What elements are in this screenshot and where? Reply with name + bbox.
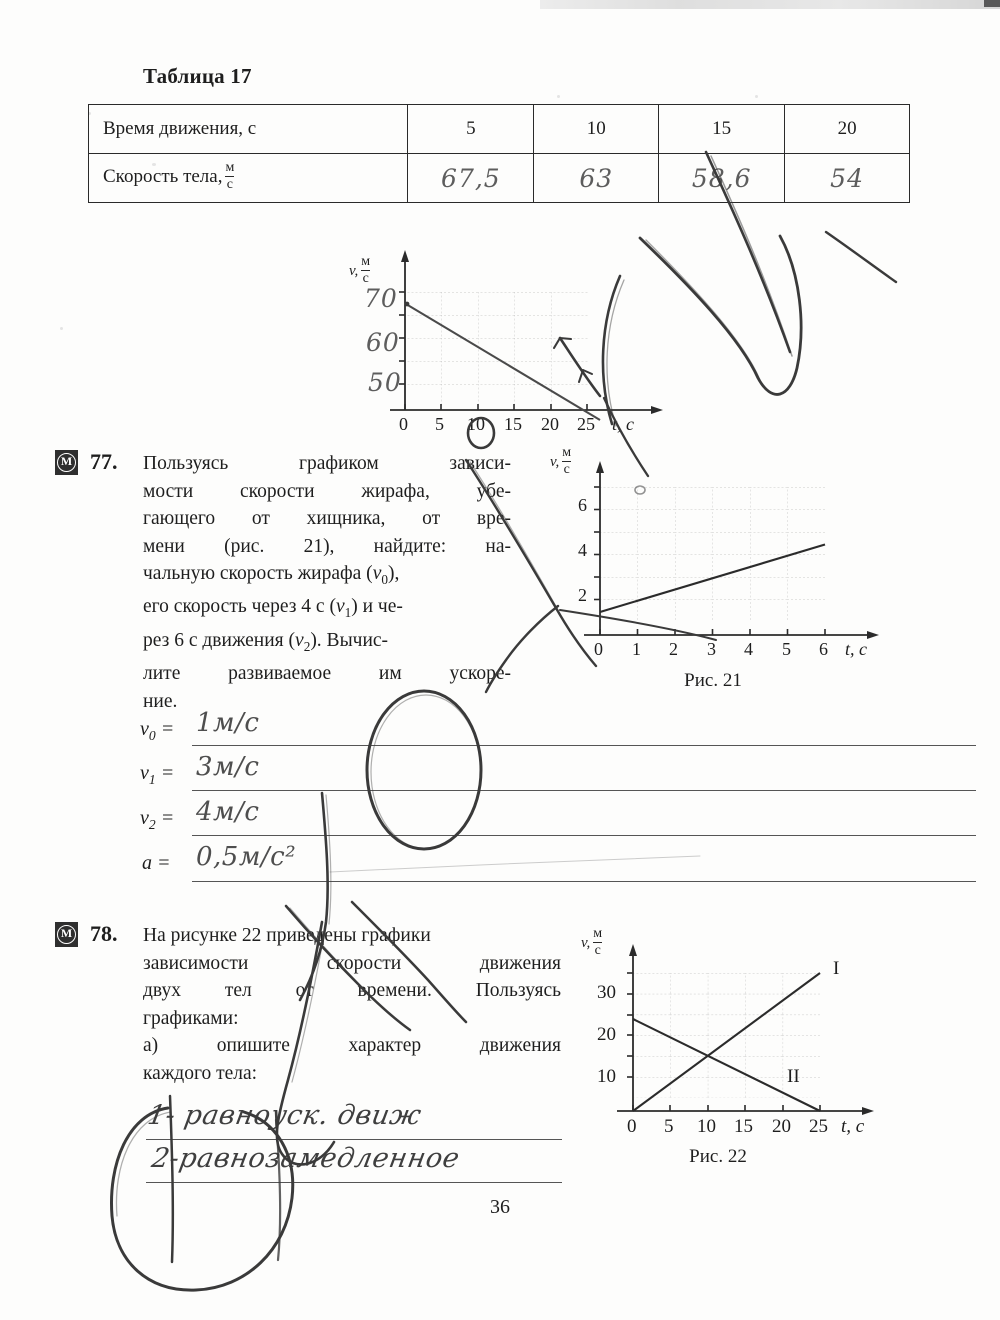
- figure-22: [575, 926, 905, 1167]
- unit-fraction: $\frac{м}{с}$: [562, 445, 572, 477]
- figure-22-xtick-5: 5: [664, 1116, 674, 1137]
- answer-78-rule-2: [146, 1182, 562, 1183]
- badge-letter: М: [57, 925, 76, 944]
- cell-time-1: 5: [408, 105, 534, 154]
- figure-22-v-axis-label: v, $\frac{м}{с}$: [581, 926, 603, 958]
- unit-fraction: $\frac{м}{с}$: [593, 926, 603, 958]
- graph-top-v-axis-label: v, $\frac{м}{с}$: [349, 254, 371, 286]
- problem-77-line: мости скорости жирафа, убе-: [143, 480, 511, 502]
- graph-top: [350, 240, 690, 440]
- figure-22-caption: Рис. 22: [689, 1146, 747, 1167]
- answer-rule-v2: [192, 835, 976, 836]
- cell-speed-2: [534, 154, 659, 203]
- problem-78-number: 78.: [90, 921, 118, 946]
- table-caption: Таблица 17: [143, 64, 252, 88]
- problem-77-line: чальную скорость жирафа $(v_0)$,: [143, 563, 400, 587]
- row-label-speed-text: Скорость тела,: [103, 166, 223, 188]
- figure-21-xtick-6: 6: [819, 639, 828, 659]
- problem-77-text: [143, 450, 511, 715]
- figure-22-t-axis-label: t, с: [841, 1116, 865, 1137]
- figure-22-series-label-I: I: [833, 958, 840, 979]
- problem-78-text: [143, 922, 561, 1087]
- figure-21-caption: Рис. 21: [684, 670, 742, 691]
- cell-speed-4: [785, 154, 910, 203]
- figure-22-xtick-20: 20: [772, 1116, 791, 1137]
- figure-21-t-axis-label: t, с: [845, 639, 867, 659]
- unit-fraction: $\frac{м}{с}$: [361, 254, 371, 286]
- handwritten-value: 63: [579, 163, 614, 193]
- graph-top-xtick-15: 15: [504, 414, 522, 434]
- handwritten-value: 67,5: [441, 163, 501, 193]
- problem-77-line: мени (рис. 21), найдите: на-: [143, 535, 511, 557]
- problem-77-line: лите развиваемое им ускоре-: [143, 663, 511, 685]
- figure-22-xtick-0: 0: [627, 1116, 637, 1137]
- scan-corner-artifact: [984, 0, 1000, 7]
- answer-78-line-2[interactable]: 2-равнозамедленное: [149, 1143, 463, 1174]
- figure-21-xtick-0: 0: [594, 639, 603, 659]
- problem-78-line: двух тел от времени. Пользуясь: [143, 980, 561, 1001]
- answer-rule-v1: [192, 790, 976, 791]
- figure-22-xtick-15: 15: [734, 1116, 753, 1137]
- figure-21-ytick-4: 4: [578, 540, 587, 560]
- answer-value-a[interactable]: 0,5м/с²: [196, 842, 297, 872]
- graph-top-hand-tick-60: 60: [366, 328, 400, 357]
- figure-22-xtick-25: 25: [809, 1116, 828, 1137]
- cell-speed-3: [659, 154, 785, 203]
- graph-top-xtick-5: 5: [435, 414, 444, 434]
- figure-22-ytick-10: 10: [597, 1066, 616, 1087]
- answer-label-a: a =: [142, 852, 171, 874]
- figure-22-ytick-20: 20: [597, 1024, 616, 1045]
- unit-fraction: [225, 161, 234, 192]
- unit-numerator: м: [225, 160, 235, 176]
- answer-78-rule-1: [146, 1139, 562, 1140]
- figure-21-ytick-6: 6: [578, 495, 587, 515]
- answer-value-v2[interactable]: 4м/с: [196, 797, 260, 827]
- answer-rule-v0: [192, 745, 976, 746]
- answer-78-line-1[interactable]: 1- равноуск. движ: [145, 1100, 424, 1131]
- scan-speck: [755, 95, 758, 98]
- answer-value-v1[interactable]: 3м/с: [196, 752, 260, 782]
- graph-top-xtick-10: 10: [467, 414, 485, 434]
- problem-77-line: ние.: [143, 690, 178, 712]
- badge-letter: М: [57, 453, 76, 472]
- cell-speed-1: [408, 154, 534, 203]
- graph-top-xtick-25: 25: [577, 414, 595, 434]
- problem-78-line: зависимости скорости движения: [143, 952, 561, 974]
- graph-top-xtick-20: 20: [541, 414, 559, 434]
- table-17: [88, 104, 910, 203]
- answer-label-v0: $v_0$ =: [140, 718, 175, 743]
- graph-top-t-axis-label: t, с: [612, 414, 634, 434]
- graph-top-hand-tick-50: 50: [368, 368, 402, 397]
- figure-21-ytick-2: 2: [578, 585, 587, 605]
- cell-time-2: 10: [534, 105, 659, 154]
- scan-speck: [60, 327, 63, 330]
- scan-edge-artifact: [540, 0, 1000, 9]
- row-label-time: Время движения, с: [89, 105, 408, 154]
- figure-21-xtick-3: 3: [707, 639, 716, 659]
- handwritten-value: 58,6: [691, 163, 752, 193]
- unit-denominator: с: [226, 177, 233, 192]
- figure-21-xtick-1: 1: [632, 639, 641, 659]
- problem-77-number: 77.: [90, 449, 118, 474]
- graph-top-xtick-0: 0: [399, 414, 408, 434]
- cell-time-3: 15: [659, 105, 785, 154]
- figure-21-xtick-4: 4: [744, 639, 753, 659]
- table-row: [89, 154, 910, 203]
- graph-top-hand-tick-70: 70: [364, 284, 398, 313]
- problem-78-line: каждого тела:: [143, 1062, 258, 1084]
- table-row: [89, 105, 910, 154]
- problem-77-line: рез 6 с движения $(v_2)$. Вычис-: [143, 629, 389, 654]
- answer-value-v0[interactable]: 1м/с: [196, 708, 260, 738]
- figure-21-xtick-5: 5: [782, 639, 791, 659]
- cell-time-4: 20: [785, 105, 910, 154]
- answer-label-v1: $v_1$ =: [140, 762, 175, 787]
- problem-77-line: гающего от хищника, от вре-: [143, 508, 511, 529]
- row-label-speed: [89, 154, 408, 203]
- scan-speck: [557, 95, 560, 98]
- figure-21: [550, 445, 900, 691]
- problem-77-badge: [55, 450, 78, 475]
- figure-21-v-axis-label: v, $\frac{м}{с}$: [550, 445, 572, 477]
- problem-77-line: его скорость через 4 с $(v_1)$ и че-: [143, 596, 403, 621]
- problem-78-line: а) опишите характер движения: [143, 1035, 561, 1056]
- problem-78-line: графиками:: [143, 1007, 239, 1029]
- problem-78-line: На рисунке 22 приведены графики: [143, 925, 431, 946]
- answer-label-v2: $v_2$ =: [140, 807, 175, 832]
- figure-21-xtick-2: 2: [669, 639, 678, 659]
- handwritten-value: 54: [830, 163, 864, 193]
- figure-22-series-label-II: II: [787, 1066, 800, 1087]
- problem-78-badge: [55, 922, 78, 947]
- figure-22-ytick-30: 30: [597, 982, 616, 1003]
- page-number: 36: [490, 1196, 510, 1218]
- figure-22-xtick-10: 10: [697, 1116, 716, 1137]
- answer-rule-a: [192, 881, 976, 882]
- problem-77-line: Пользуясь графиком зависи-: [143, 453, 511, 474]
